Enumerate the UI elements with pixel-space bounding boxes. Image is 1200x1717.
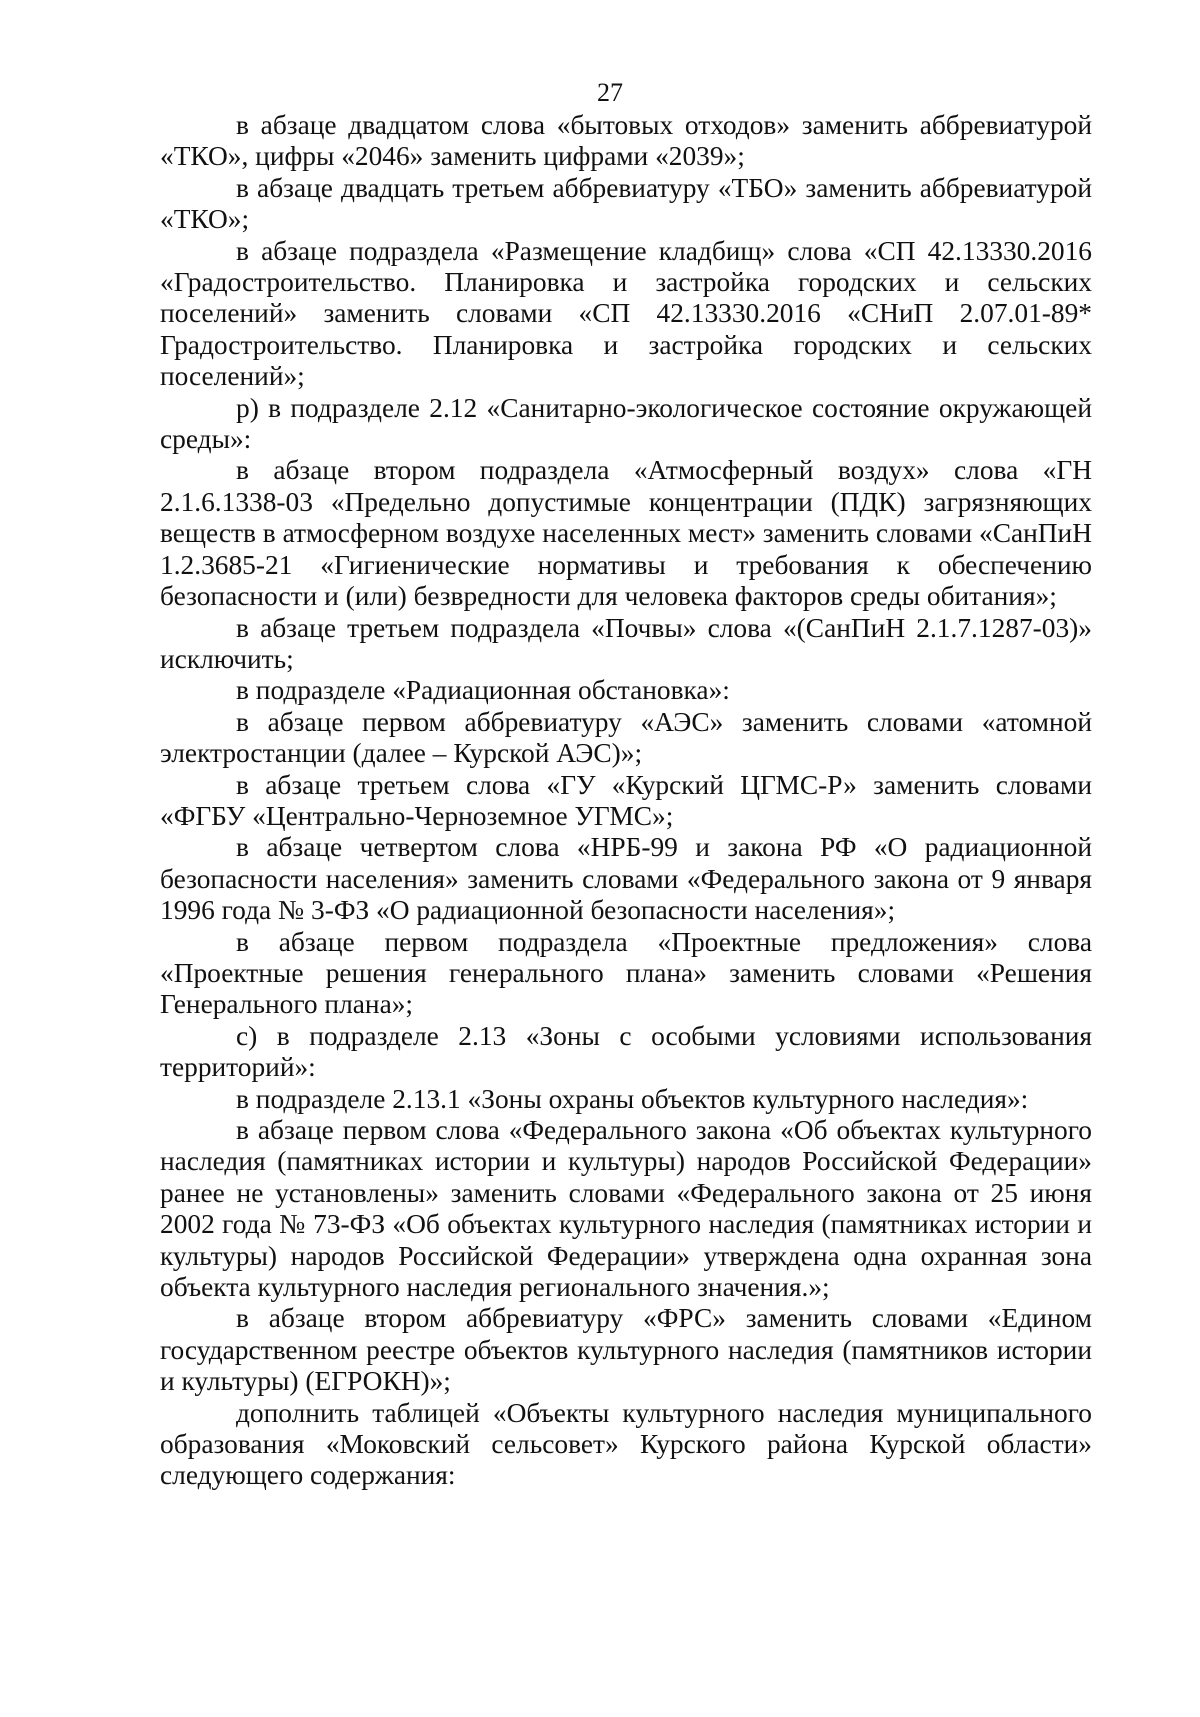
paragraph: в абзаце подраздела «Размещение кладбищ» слова «СП 42.13330.2016 «Градостроительство. Планировка и застройка городских и сельских поселений» заменить словами «СП 42.13330.2016 «СНиП 2.07.01-89* Градостроительство. Планировка и застройка городских и сельских поселений»;	[160, 235, 1092, 392]
paragraph: в абзаце первом подраздела «Проектные предложения» слова «Проектные решения генерального плана» заменить словами «Решения Генерального плана»;	[160, 926, 1092, 1020]
paragraph: в абзаце первом слова «Федерального закона «Об объектах культурного наследия (памятниках истории и культуры) народов Российской Федерации» ранее не установлены» заменить словами «Федерального закона от 25 июня 2002 года № 73-ФЗ «Об объектах культурного наследия (памятниках истории и культуры) народов Российской Федерации» утверждена одна охранная зона объекта культурного наследия регионального значения.»;	[160, 1115, 1092, 1303]
paragraph: с) в подразделе 2.13 «Зоны с особыми условиями использования территорий»:	[160, 1020, 1092, 1083]
paragraph: в абзаце втором аббревиатуру «ФРС» заменить словами «Едином государственном реестре объектов культурного наследия (памятников истории и культуры) (ЕГРОКН)»;	[160, 1303, 1092, 1397]
paragraph: в абзаце третьем слова «ГУ «Курский ЦГМС-Р» заменить словами «ФГБУ «Центрально-Черноземное УГМС»;	[160, 769, 1092, 831]
paragraph: в абзаце двадцать третьем аббревиатуру «ТБО» заменить аббревиатурой «ТКО»;	[160, 172, 1092, 235]
paragraph: в абзаце двадцатом слова «бытовых отходов» заменить аббревиатурой «ТКО», цифры «2046» заменить цифрами «2039»;	[160, 110, 1092, 172]
paragraph: в подразделе «Радиационная обстановка»:	[236, 675, 730, 706]
paragraph: в подразделе 2.13.1 «Зоны охраны объектов культурного наследия»:	[236, 1083, 1029, 1114]
paragraph: в абзаце первом аббревиатуру «АЭС» заменить словами «атомной электростанции (далее – Курской АЭС)»;	[160, 706, 1092, 769]
page-number: 27	[597, 78, 623, 107]
paragraph: дополнить таблицей «Объекты культурного наследия муниципального образования «Моковский сельсовет» Курского района Курской области» следующего содержания:	[160, 1397, 1092, 1491]
paragraph: в абзаце третьем подраздела «Почвы» слова «(СанПиН 2.1.7.1287-03)» исключить;	[160, 612, 1092, 674]
paragraph: в абзаце четвертом слова «НРБ-99 и закона РФ «О радиационной безопасности населения» заменить словами «Федерального закона от 9 января 1996 года № 3-ФЗ «О радиационной безопасности населения»;	[160, 832, 1092, 926]
paragraph: в абзаце втором подраздела «Атмосферный воздух» слова «ГН 2.1.6.1338-03 «Предельно допустимые концентрации (ПДК) загрязняющих веществ в атмосферном воздухе населенных мест» заменить словами «СанПиН 1.2.3685-21 «Гигиенические нормативы и требования к обеспечению безопасности и (или) безвредности для человека факторов среды обитания»;	[160, 455, 1092, 612]
document-body	[160, 110, 1092, 1492]
paragraph: р) в подразделе 2.12 «Санитарно-экологическое состояние окружающей среды»:	[160, 392, 1092, 455]
